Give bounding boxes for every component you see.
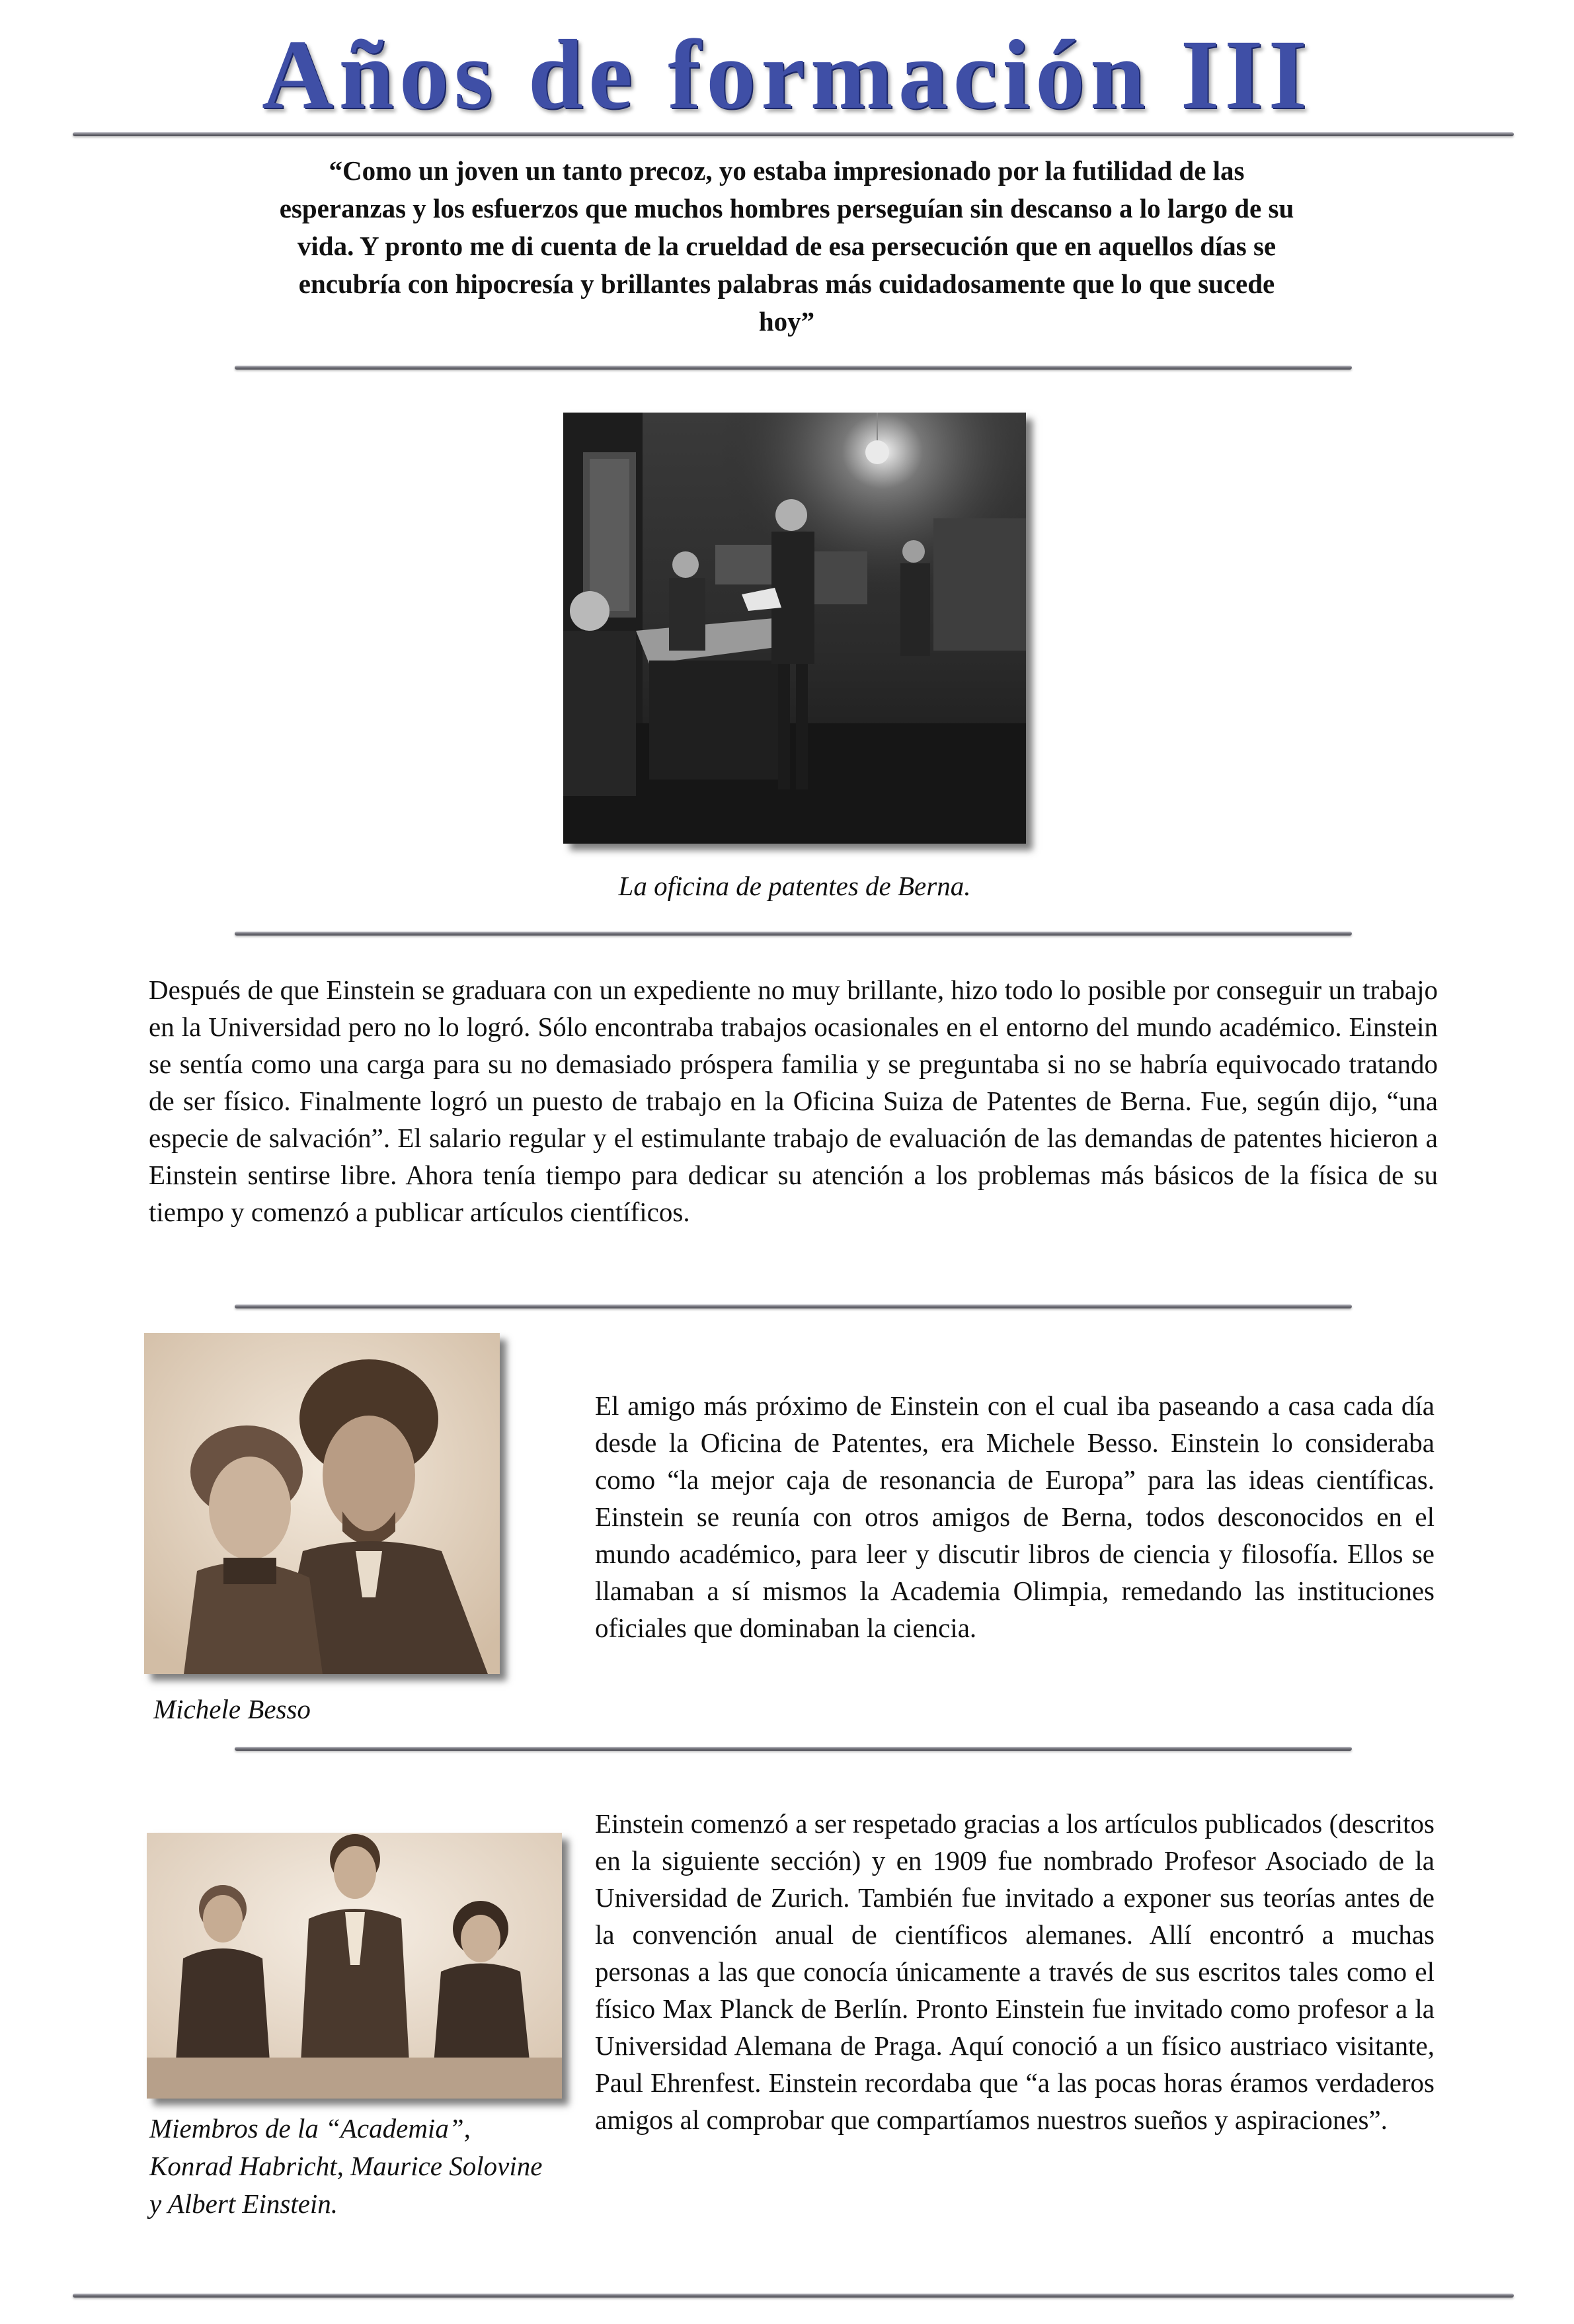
intro-divider xyxy=(235,1304,1352,1308)
academia-members-caption: Miembros de la “Academia”, Konrad Habricht, Maurice Solovine y Albert Einstein. xyxy=(149,2113,543,2219)
besso-paragraph: El amigo más próximo de Einstein con el cual iba paseando a casa cada día desde la Oficina de Patentes, era Michele Besso. Einstein lo consideraba como “la mejor caja de resonancia de Europa” para las ideas científicas. Einstein se reunía con otros amigos de Berna, todos desconocidos en el mundo académico, para leer y discutir libros de ciencia y filosofía. Ellos se llamaban a sí mismos la Academia Olimpia, remedando las instituciones oficiales que dominaban la ciencia. xyxy=(595,1390,1435,1643)
besso-divider xyxy=(235,1747,1352,1751)
footer-divider xyxy=(73,2294,1514,2298)
opening-quote: “Como un joven un tanto precoz, yo estaba impresionado por la futilidad de las esperanzas y los esfuerzos que muchos hombres perseguían sin descanso a lo largo de su vida. Y pronto me di cuenta de la crueldad de esa persecución que en aquellos días se encubría con hipocresía y brillantes palabras más cuidadosamente que lo que sucede hoy” xyxy=(279,155,1294,337)
academia-members-photo xyxy=(147,1833,562,2099)
page-title: Años de formación III xyxy=(262,20,1312,130)
michele-besso-photo xyxy=(144,1333,500,1674)
caption-divider xyxy=(235,932,1352,936)
academia-paragraph: Einstein comenzó a ser respetado gracias a los artículos publicados (descritos en la siguiente sección) y en 1909 fue nombrado Profesor Asociado de la Universidad de Zurich. También fue invitado a exponer sus teorías antes de la convención anual de científicos alemanes. Allí encontró a muchas personas a las que conocía únicamente a través de sus escritos tales como el físico Max Planck de Berlín. Pronto Einstein fue invitado como profesor a la Universidad Alemana de Praga. Aquí conoció a un físico austriaco visitante, Paul Ehrenfest. Einstein recordaba que “a las pocas horas éramos verdaderos amigos al comprobar que compartíamos nuestros sueños y aspiraciones”. xyxy=(595,1808,1435,2135)
title-divider xyxy=(73,132,1514,136)
patent-office-caption: La oficina de patentes de Berna. xyxy=(618,871,971,901)
intro-paragraph: Después de que Einstein se graduara con un expediente no muy brillante, hizo todo lo posible por conseguir un trabajo en la Universidad pero no lo logró. Sólo encontraba trabajos ocasionales en el entorno del mundo académico. Einstein se sentía como una carga para su no demasiado próspera familia y se preguntaba si no se habría equivocado tratando de ser físico. Finalmente logró un puesto de trabajo en la Oficina Suiza de Patentes de Berna. Fue, según dijo, “una especie de salvación”. El salario regular y el estimulante trabajo de evaluación de las demandas de patentes hicieron a Einstein sentirse libre. Ahora tenía tiempo para dedicar su atención a los problemas más básicos de la física de su tiempo y comenzó a publicar artículos científicos. xyxy=(149,975,1438,1227)
patent-office-photo xyxy=(563,413,1026,844)
quote-divider xyxy=(235,366,1352,370)
michele-besso-caption: Michele Besso xyxy=(153,1694,311,1724)
